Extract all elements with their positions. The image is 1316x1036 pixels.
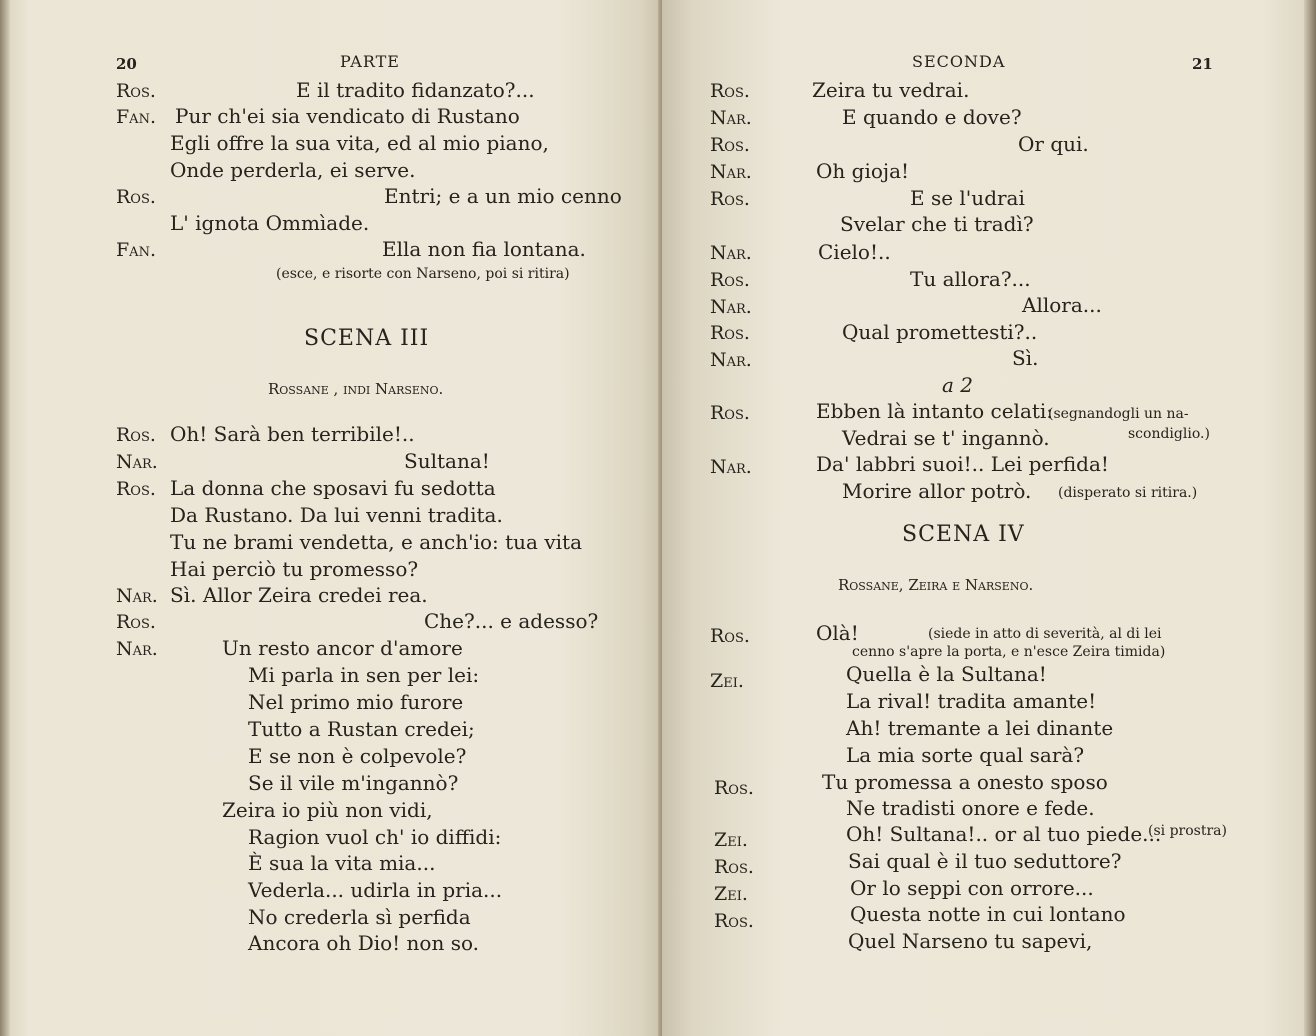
speaker: Ros. (116, 80, 156, 102)
speaker: Ros. (714, 856, 754, 878)
verse-line: Tu ne brami vendetta, e anch'io: tua vita (170, 530, 582, 554)
speaker: Ros. (116, 611, 156, 633)
speaker: Ros. (116, 186, 156, 208)
verse-line: La donna che sposavi fu sedotta (170, 476, 496, 500)
speaker: Nar. (710, 349, 752, 371)
speaker: Fan. (116, 239, 156, 261)
speaker: Nar. (116, 638, 158, 660)
verse-line: Quella è la Sultana! (846, 662, 1047, 686)
verse-line: Zeira io più non vidi, (222, 798, 433, 822)
speaker: Ros. (710, 322, 750, 344)
speaker: Nar. (710, 107, 752, 129)
speaker: Nar. (710, 456, 752, 478)
verse-line: Svelar che ti tradì? (840, 212, 1034, 236)
verse-line: Oh gioja! (816, 159, 910, 183)
verse-line: Tu allora?... (910, 267, 1031, 291)
speaker: Zei. (714, 883, 748, 905)
verse-line: Mi parla in sen per lei: (248, 663, 480, 687)
verse-line: Entri; e a un mio cenno (384, 184, 622, 208)
right-page-number: 21 (1192, 55, 1213, 73)
stage-direction: scondiglio.) (1128, 426, 1210, 442)
verse-line: Vederla... udirla in pria... (248, 878, 503, 902)
verse-line: No crederla sì perfida (248, 905, 471, 929)
scene-title: SCENA IV (902, 522, 1025, 547)
speaker: Ros. (710, 625, 750, 647)
a-due-marking: a 2 (942, 373, 974, 397)
verse-line: Sì. Allor Zeira credei rea. (170, 583, 428, 607)
verse-line: È sua la vita mia... (248, 851, 436, 875)
verse-line: Nel primo mio furore (248, 690, 464, 714)
verse-line: La rival! tradita amante! (846, 689, 1097, 713)
verse-line: Un resto ancor d'amore (222, 636, 463, 660)
verse-line: Or lo seppi con orrore... (850, 876, 1094, 900)
verse-line: E se l'udrai (910, 186, 1025, 210)
speaker: Zei. (710, 670, 744, 692)
verse-line: Quel Narseno tu sapevi, (848, 929, 1093, 953)
speaker: Ros. (714, 777, 754, 799)
verse-line: E il tradito fidanzato?... (296, 78, 535, 102)
speaker: Nar. (116, 451, 158, 473)
verse-line: La mia sorte qual sarà? (846, 743, 1085, 767)
scene-title: SCENA III (304, 326, 430, 351)
verse-line: Oh! Sultana!.. or al tuo piede... (846, 822, 1162, 846)
verse-line: Se il vile m'ingannò? (248, 771, 459, 795)
verse-line: Qual promettesti?.. (842, 320, 1038, 344)
verse-line: Onde perderla, ei serve. (170, 158, 416, 182)
speaker: Zei. (714, 829, 748, 851)
left-page-number: 20 (116, 55, 137, 73)
speaker: Ros. (714, 910, 754, 932)
verse-line: E se non è colpevole? (248, 744, 467, 768)
right-page (662, 0, 1316, 1036)
verse-line: Hai perciò tu promesso? (170, 557, 419, 581)
verse-line: Ebben là intanto celati: (816, 399, 1054, 423)
verse-line: Sai qual è il tuo seduttore? (848, 849, 1122, 873)
verse-line: Tutto a Rustan credei; (248, 717, 475, 741)
speaker: Ros. (710, 188, 750, 210)
speaker: Nar. (710, 242, 752, 264)
speaker: Nar. (710, 296, 752, 318)
verse-line: Ah! tremante a lei dinante (846, 716, 1114, 740)
verse-line: Ancora oh Dio! non so. (248, 931, 480, 955)
speaker: Ros. (116, 424, 156, 446)
verse-line: Che?... e adesso? (424, 609, 599, 633)
right-page-edge (1304, 0, 1316, 1036)
verse-line: Pur ch'ei sia vendicato di Rustano (175, 104, 520, 128)
verse-line: Questa notte in cui lontano (850, 902, 1126, 926)
verse-line: L' ignota Ommìade. (170, 211, 370, 235)
stage-direction: (si prostra) (1148, 823, 1227, 839)
verse-line: Or qui. (1018, 132, 1089, 156)
verse-line: Morire allor potrò. (842, 479, 1032, 503)
right-running-head: SECONDA (912, 52, 1006, 71)
verse-line: Tu promessa a onesto sposo (822, 770, 1108, 794)
verse-line: E quando e dove? (842, 105, 1022, 129)
verse-line: Da' labbri suoi!.. Lei perfida! (816, 452, 1109, 476)
left-running-head: PARTE (340, 52, 400, 71)
scene-characters: Rossane, Zeira e Narseno. (838, 576, 1034, 594)
stage-direction: (segnandogli un na- (1048, 406, 1189, 422)
verse-line: Da Rustano. Da lui venni tradita. (170, 503, 503, 527)
verse-line: Zeira tu vedrai. (812, 78, 970, 102)
speaker: Ros. (710, 134, 750, 156)
speaker: Nar. (116, 585, 158, 607)
verse-line: Ne tradisti onore e fede. (846, 796, 1095, 820)
stage-direction: cenno s'apre la porta, e n'esce Zeira timida) (852, 644, 1166, 660)
speaker: Ros. (116, 478, 156, 500)
verse-line: Ella non fia lontana. (382, 237, 586, 261)
speaker: Nar. (710, 161, 752, 183)
verse-line: Olà! (816, 621, 859, 645)
stage-direction: (disperato si ritira.) (1058, 485, 1198, 501)
verse-line: Cielo!.. (818, 240, 891, 264)
left-page-edge (0, 0, 10, 1036)
scene-characters: Rossane , indi Narseno. (268, 380, 444, 398)
verse-line: Egli offre la sua vita, ed al mio piano, (170, 131, 549, 155)
speaker: Ros. (710, 269, 750, 291)
speaker: Fan. (116, 106, 156, 128)
speaker: Ros. (710, 402, 750, 424)
verse-line: Sultana! (404, 449, 490, 473)
verse-line: Ragion vuol ch' io diffidi: (248, 825, 502, 849)
stage-direction: (siede in atto di severità, al di lei (928, 626, 1162, 642)
verse-line: Oh! Sarà ben terribile!.. (170, 422, 415, 446)
verse-line: Allora... (1022, 293, 1102, 317)
verse-line: Vedrai se t' ingannò. (842, 426, 1050, 450)
speaker: Ros. (710, 80, 750, 102)
verse-line: Sì. (1012, 346, 1039, 370)
stage-direction: (esce, e risorte con Narseno, poi si ritira) (276, 266, 570, 282)
